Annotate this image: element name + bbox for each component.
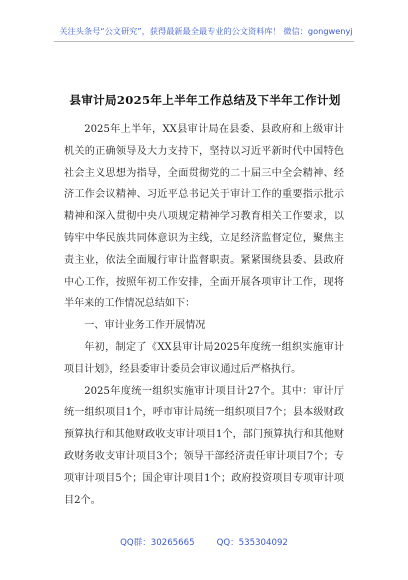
document-body <box>64 119 344 511</box>
qq-contact-text: QQ：535304092 <box>216 538 288 548</box>
section-paragraph: 2025年度统一组织实施审计项目计27个。其中：审计厅统一组织项目1个，呼市审计局统一组织项目7个；县本级财政预算执行和其他财政收支审计项目1个，部门预算执行和其他财政财务收支审计项目3个；领导干部经济责任审计项目7个；专项审计项目5个；国企审计项目1个；政府投资项目专项审计项目2个。 <box>64 385 344 506</box>
footer-contacts <box>54 536 354 548</box>
qq-group-text: QQ群：30265665 <box>120 538 195 548</box>
document-title: 县审计局2025年上半年工作总结及下半年工作计划 <box>69 93 341 107</box>
section-paragraph: 年初，制定了《XX县审计局2025年度统一组织实施审计项目计划》，经县委审计委员会审议通过后严格执行。 <box>64 341 344 375</box>
section-heading: 一、审计业务工作开展情况 <box>84 320 206 332</box>
intro-paragraph: 2025年上半年，XX县审计局在县委、县政府和上级审计机关的正确领导及大力支持下，坚持以习近平新时代中国特色社会主义思想为指导，全面贯彻党的二十届三中全会精神、经济工作会议精神、习近平总书记关于审计工作的重要指示批示精神和深入贯彻中央八项规定精神学习教育相关工作要求，以铸牢中华民族共同体意识为主线，立足经济监督定位，聚焦主责主业，依法全面履行审计监督职责。紧紧围绕县委、县政府中心工作，按照年初工作安排，全面开展各项审计工作，现将半年来的工作情况总结如下： <box>64 124 344 310</box>
header-banner: 关注头条号“公文研究”，获得最新最全最专业的公文资料库！ 微信：gongwenyj <box>59 26 353 36</box>
header-divider <box>54 41 354 42</box>
